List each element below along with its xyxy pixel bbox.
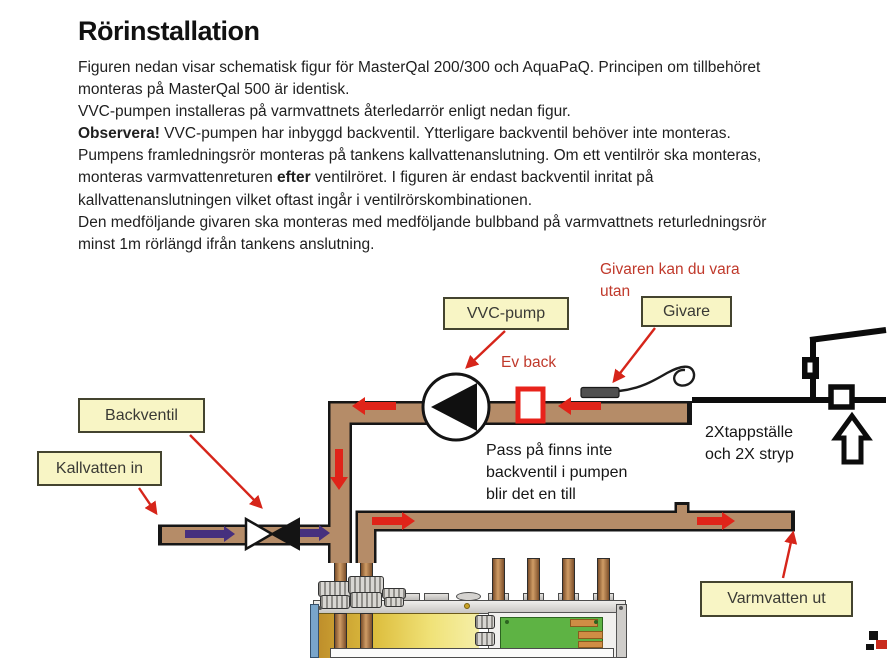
- body-line: kallvattenanslutningen vilket oftast ingår i ventilrörskombinationen.: [78, 191, 533, 209]
- givare-note-line: utan: [600, 283, 631, 300]
- tappstalle-note-line: 2Xtappställe: [705, 424, 794, 441]
- arrow-vvcpump-to-pump: [467, 331, 505, 367]
- pass-note-line: Pass på finns inte: [486, 442, 613, 459]
- arrow-varmvatten-to-pipe: [783, 533, 793, 578]
- tappstalle-note-line: och 2X stryp: [705, 446, 794, 463]
- up-arrow-icon: [836, 416, 868, 462]
- label-kallvatten-in: Kallvatten in: [37, 451, 162, 486]
- pump-icon: [423, 374, 489, 440]
- pass-note-line: backventil i pumpen: [486, 464, 628, 481]
- pass-note-line: blir det en till: [486, 486, 576, 503]
- return-pipe-outline: [340, 413, 692, 563]
- arrow-kallvatten-to-pipe: [139, 488, 156, 513]
- sensor-cable: [619, 367, 694, 391]
- body-line: Figuren nedan visar schematisk figur för MasterQal 200/300 och AquaPaQ. Principen om tillbehöret: [78, 59, 761, 76]
- body-line: VVC-pumpen installeras på varmvattnets återledarrör enligt nedan figur.: [78, 103, 571, 121]
- body-line-part: monteras varmvattenreturen: [78, 169, 278, 187]
- page-title: Rörinstallation: [78, 16, 260, 46]
- ev-backventil-red-square: [518, 389, 543, 421]
- arrow-backventil-to-valve: [190, 435, 261, 507]
- label-givare: Givare: [641, 296, 732, 327]
- observera-bold: Observera!: [78, 125, 160, 143]
- sketch-line: [810, 330, 886, 340]
- ev-back-note: Ev back: [501, 354, 557, 371]
- label-backventil: Backventil: [78, 398, 205, 433]
- efter-bold: efter: [277, 169, 311, 187]
- label-vvc-pump: VVC-pump: [443, 297, 569, 330]
- return-pipe: [340, 413, 687, 563]
- body-line: Den medföljande givaren ska monteras med medföljande bulbband på varmvattnets returledningsrör: [78, 213, 767, 231]
- arrow-givare-to-sensor: [614, 328, 655, 381]
- label-varmvatten-ut: Varmvatten ut: [700, 581, 853, 617]
- sensor-body: [581, 388, 619, 398]
- hotwater-pipe: [366, 521, 791, 563]
- body-line: minst 1m rörlängd ifrån tankens anslutning.: [78, 235, 375, 253]
- givare-note-line: Givaren kan du vara: [600, 261, 740, 278]
- tap-square-icon: [831, 387, 852, 407]
- body-line-part: VVC-pumpen har inbyggd backventil. Ytterligare backventil behöver inte monteras.: [159, 125, 731, 143]
- body-line: Pumpens framledningsrör monteras på tankens kallvattenanslutning. Om ett ventilrör ska monteras,: [78, 147, 762, 165]
- sensor-icon: [581, 367, 694, 398]
- strype-valve-slot: [808, 363, 813, 373]
- tap-sketch: [692, 330, 886, 462]
- body-line: monteras på MasterQal 500 är identisk.: [78, 81, 350, 99]
- body-line-part: ventilröret. I figuren är endast backventil inritat på: [310, 169, 654, 187]
